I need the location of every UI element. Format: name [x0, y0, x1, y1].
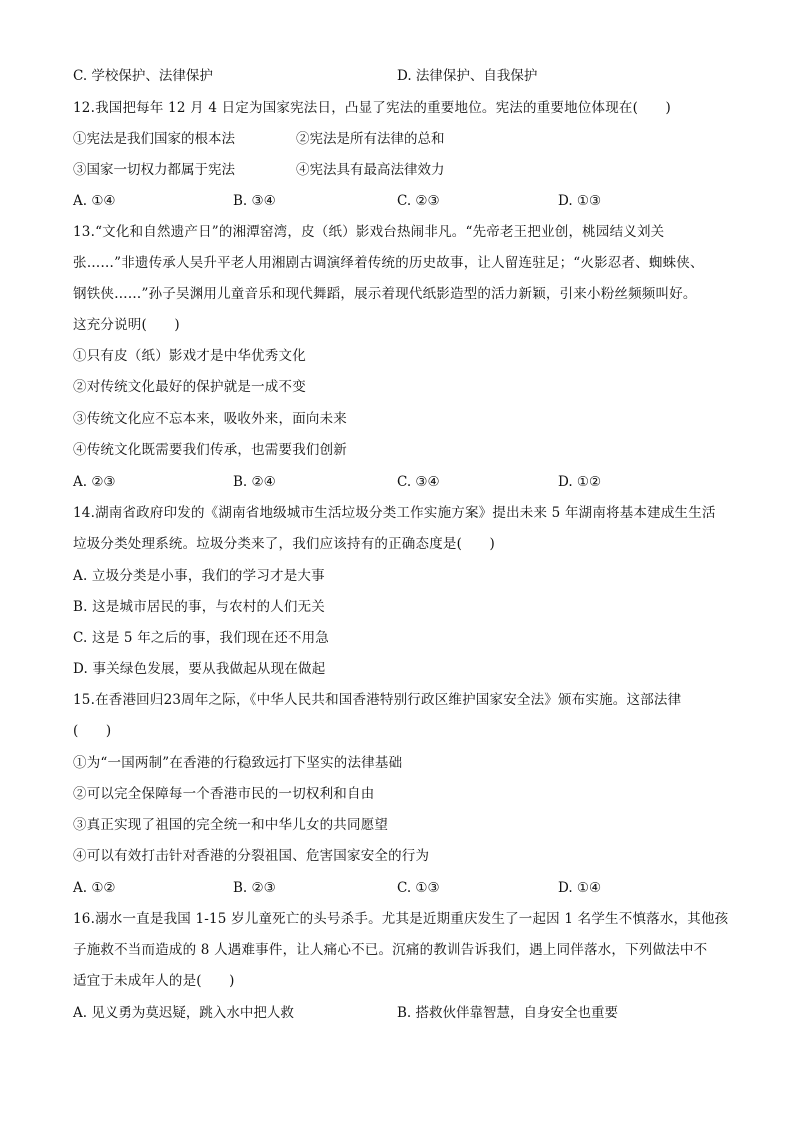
- q15-stem-line-1: 15.在香港回归23周年之际，《中华人民共和国香港特别行政区维护国家安全法》颁布实施。这部法律: [73, 692, 682, 708]
- q14-option-b: B. 这是城市居民的事，与农村的人们无关: [73, 599, 326, 615]
- q14-stem-line-1: 14.湖南省政府印发的《湖南省地级城市生活垃圾分类工作实施方案》提出未来 5 年湖南将基本建成生生活: [73, 505, 716, 521]
- q12-item-4: ④宪法具有最高法律效力: [296, 162, 445, 178]
- q16-stem-line-1: 16.溺水一直是我国 1-15 岁儿童死亡的头号杀手。尤其是近期重庆发生了一起因 1 名学生不慎落水，其他孩: [73, 911, 729, 927]
- q12-item-3: ③国家一切权力都属于宪法: [73, 162, 235, 178]
- q12-item-1: ①宪法是我们国家的根本法: [73, 131, 235, 147]
- q12-option-d: D. ①③: [558, 193, 602, 209]
- q13-option-d: D. ①②: [558, 474, 602, 490]
- q15-item-1: ①为“一国两制”在香港的行稳致远打下坚实的法律基础: [73, 755, 403, 771]
- q13-stem-line-3: 钢铁侠……”孙子吴渊用儿童音乐和现代舞蹈，展示着现代纸影造型的活力新颖，引来小粉丝频频叫好。: [73, 286, 697, 302]
- q13-item-4: ④传统文化既需要我们传承，也需要我们创新: [73, 442, 347, 458]
- q13-stem-line-4: 这充分说明( ): [73, 317, 180, 333]
- q12-option-a: A. ①④: [73, 193, 116, 209]
- q16-stem-line-2: 子施救不当而造成的 8 人遇难事件，让人痛心不已。沉痛的教训告诉我们，遇上同伴落水，下列做法中不: [73, 942, 708, 958]
- q16-stem-line-3: 适宜于未成年人的是( ): [73, 973, 235, 989]
- q13-item-2: ②对传统文化最好的保护就是一成不变: [73, 379, 306, 395]
- q11-option-d: D. 法律保护、自我保护: [397, 68, 538, 84]
- q15-option-a: A. ①②: [73, 880, 116, 896]
- q15-item-4: ④可以有效打击针对香港的分裂祖国、危害国家安全的行为: [73, 848, 430, 864]
- q13-item-3: ③传统文化应不忘本来，吸收外来，面向未来: [73, 411, 347, 427]
- q13-stem-line-1: 13.“文化和自然遗产日”的湘潭窑湾，皮（纸）影戏台热闹非凡。“先帝老王把业创，桃园结义刘关: [73, 224, 665, 240]
- q12-option-b: B. ③④: [233, 193, 276, 209]
- q16-option-b: B. 搭救伙伴靠智慧，自身安全也重要: [397, 1005, 619, 1021]
- q13-stem-line-2: 张……”非遗传承人吴升平老人用湘剧古调演绎着传统的历史故事，让人留连驻足；“火影忍者、蜘蛛侠、: [73, 255, 704, 271]
- q14-option-d: D. 事关绿色发展，要从我做起从现在做起: [73, 661, 326, 677]
- q13-option-b: B. ②④: [233, 474, 276, 490]
- q11-option-c: C. 学校保护、法律保护: [73, 68, 213, 84]
- q15-option-d: D. ①④: [558, 880, 602, 896]
- q14-option-c: C. 这是 5 年之后的事，我们现在还不用急: [73, 630, 330, 646]
- q15-option-c: C. ①③: [397, 880, 440, 896]
- q13-option-a: A. ②③: [73, 474, 116, 490]
- q14-option-a: A. 立圾分类是小事，我们的学习才是大事: [73, 568, 325, 584]
- q15-item-2: ②可以完全保障每一个香港市民的一切权利和自由: [73, 786, 375, 802]
- q12-item-2: ②宪法是所有法律的总和: [296, 131, 445, 147]
- q15-stem-line-2: ( ): [73, 723, 112, 739]
- q15-option-b: B. ②③: [233, 880, 276, 896]
- q14-stem-line-2: 垃圾分类处理系统。垃圾分类来了，我们应该持有的正确态度是( ): [73, 536, 495, 552]
- q15-item-3: ③真正实现了祖国的完全统一和中华儿女的共同愿望: [73, 817, 389, 833]
- q16-option-a: A. 见义勇为莫迟疑，跳入水中把人救: [73, 1005, 294, 1021]
- q13-option-c: C. ③④: [397, 474, 440, 490]
- q13-item-1: ①只有皮（纸）影戏才是中华优秀文化: [73, 348, 306, 364]
- q12-stem: 12.我国把每年 12 月 4 日定为国家宪法日，凸显了宪法的重要地位。宪法的重要地位体现在( ): [73, 100, 671, 116]
- q12-option-c: C. ②③: [397, 193, 440, 209]
